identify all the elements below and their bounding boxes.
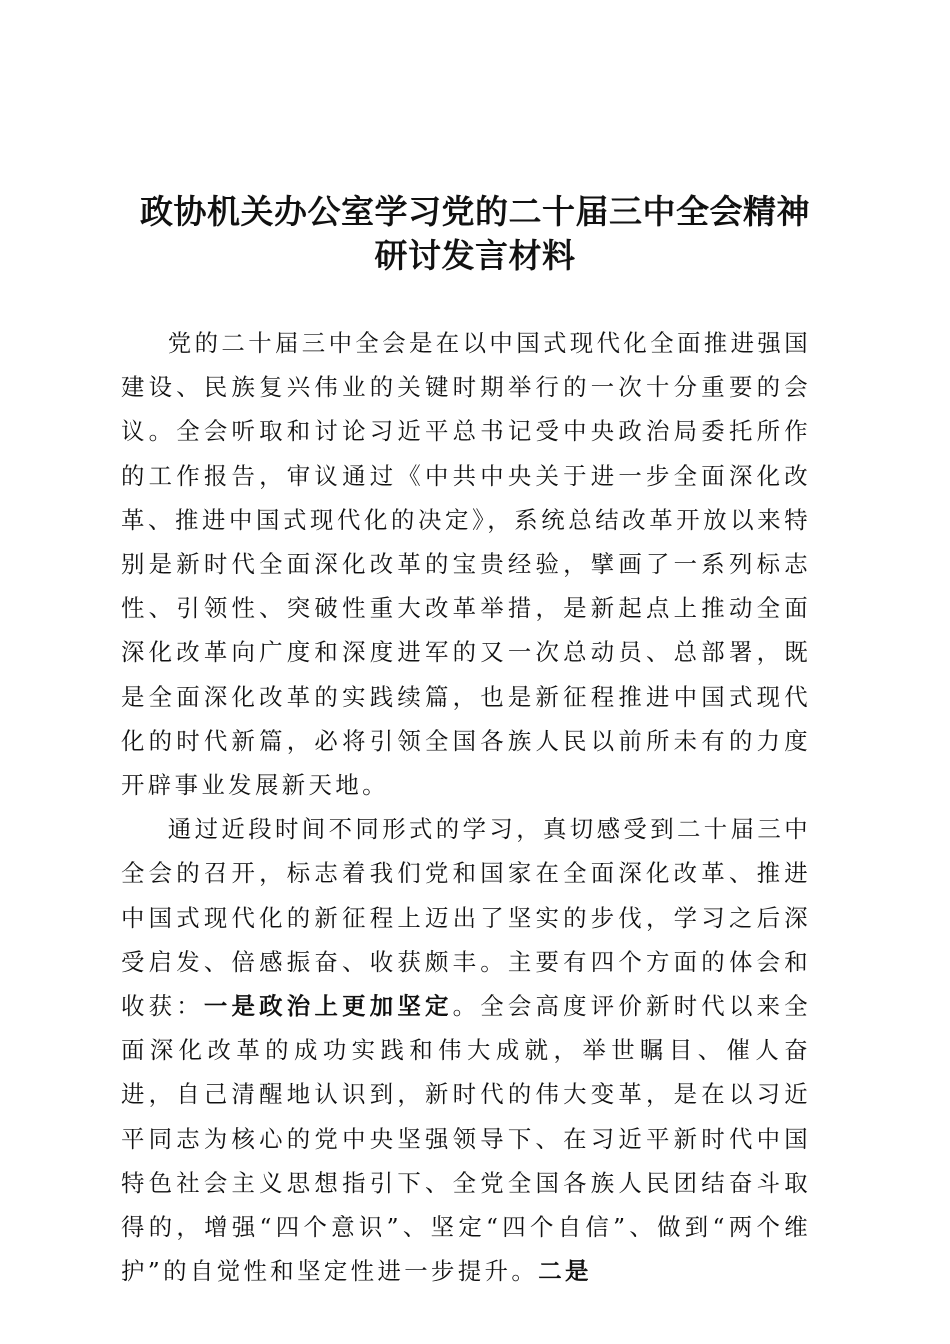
paragraph-2-bold-2: 二是 <box>538 1257 592 1286</box>
document-title <box>60 190 890 278</box>
paragraph-2-bold-1: 一是政治上更加坚定 <box>203 992 453 1021</box>
paragraph-2 <box>121 807 811 1293</box>
paragraph-2-text-2: 。全会高度评价新时代以来全面深化改革的成功实践和伟大成就，举世瞩目、催人奋进，自己清醒地认识到，新时代的伟大变革，是在以习近平同志为核心的党中央坚强领导下、在习近平新时代中国特色社会主义思想指引下、全党全国各族人民团结奋斗取得的，增强“四个意识”、坚定“四个自信”、做到“两个维护”的自觉性和坚定性进一步提升。 <box>121 992 811 1286</box>
document-body <box>121 321 811 1293</box>
title-line-2: 研讨发言材料 <box>374 236 576 275</box>
title-line-1: 政协机关办公室学习党的二十届三中全会精神 <box>140 192 810 231</box>
paragraph-2-text-1: 通过近段时间不同形式的学习，真切感受到二十届三中全会的召开，标志着我们党和国家在全面深化改革、推进中国式现代化的新征程上迈出了坚实的步伐，学习之后深受启发、倍感振奋、收获颇丰。主要有四个方面的体会和收获： <box>121 815 811 1021</box>
paragraph-1: 党的二十届三中全会是在以中国式现代化全面推进强国建设、民族复兴伟业的关键时期举行的一次十分重要的会议。全会听取和讨论习近平总书记受中央政治局委托所作的工作报告，审议通过《中共中央关于进一步全面深化改革、推进中国式现代化的决定》，系统总结改革开放以来特别是新时代全面深化改革的宝贵经验，擘画了一系列标志性、引领性、突破性重大改革举措，是新起点上推动全面深化改革向广度和深度进军的又一次总动员、总部署，既是全面深化改革的实践续篇，也是新征程推进中国式现代化的时代新篇，必将引领全国各族人民以前所未有的力度开辟事业发展新天地。 <box>121 329 811 800</box>
